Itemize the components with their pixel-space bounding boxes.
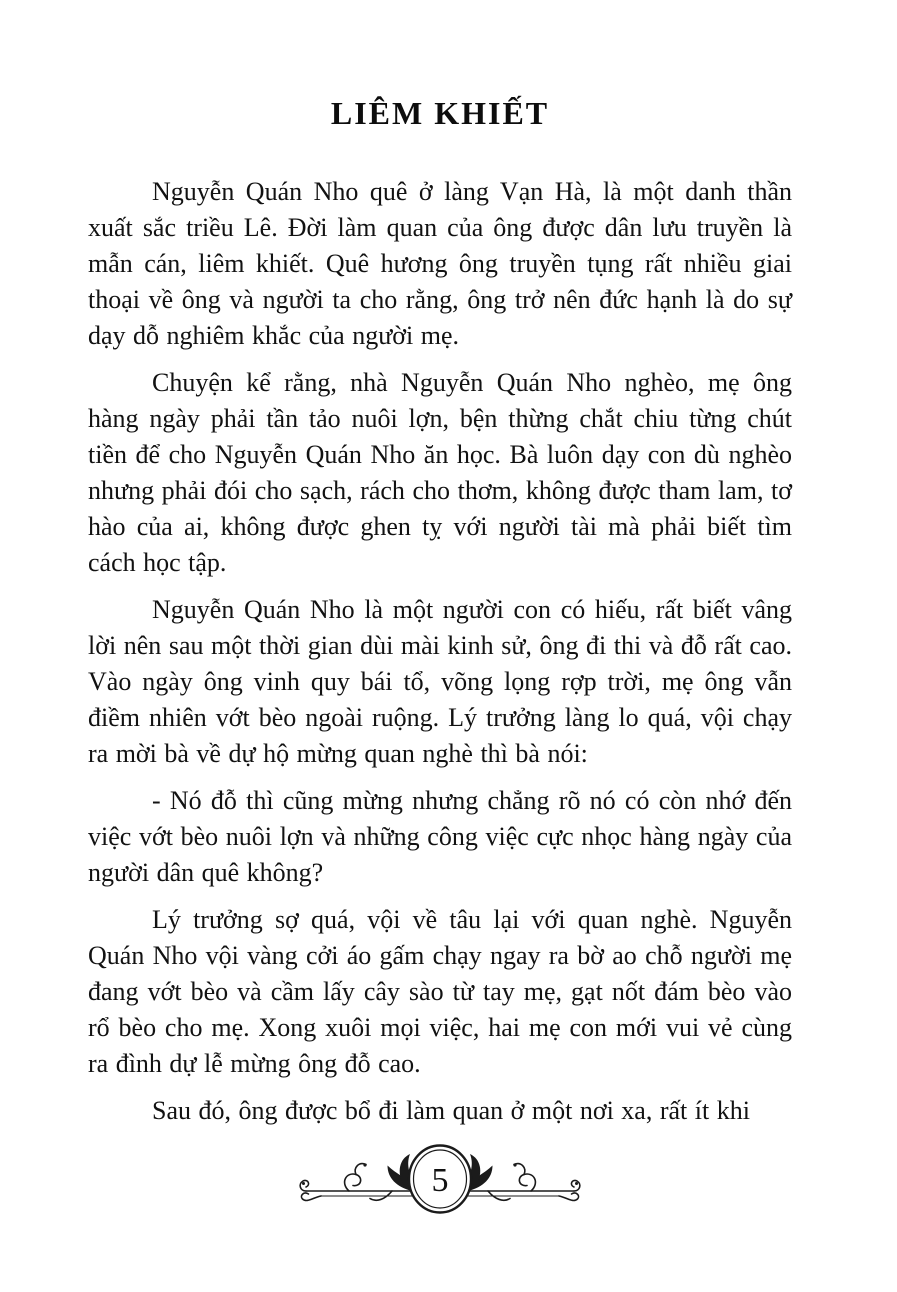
paragraph: Nguyễn Quán Nho là một người con có hiếu, rất biết vâng lời nên sau một thời gian dùi mài kinh sử, ông đi thi và đỗ rất cao. Vào ngày ông vinh quy bái tổ, võng lọng rợp trời, mẹ ông vẫn điềm nhiên vớt bèo ngoài ruộng. Lý trưởng làng lo quá, vội chạy ra mời bà về dự hộ mừng quan nghè thì bà nói: <box>88 595 792 768</box>
paragraph: Sau đó, ông được bổ đi làm quan ở một nơi xa, rất ít khi <box>152 1096 750 1125</box>
paragraph: - Nó đỗ thì cũng mừng nhưng chẳng rõ nó có còn nhớ đến việc vớt bèo nuôi lợn và những công việc cực nhọc hàng ngày của người dân quê không? <box>88 786 792 887</box>
page-title: LIÊM KHIẾT <box>330 95 550 131</box>
flourish-right <box>466 1154 580 1201</box>
paragraph: Lý trưởng sợ quá, vội về tâu lại với quan nghè. Nguyễn Quán Nho vội vàng cởi áo gấm chạy ngay ra bờ ao chỗ người mẹ đang vớt bèo và cầm lấy cây sào từ tay mẹ, gạt nốt đám bèo vào rổ bèo cho mẹ. Xong xuôi mọi việc, hai mẹ con mới vui vẻ cùng ra đình dự lễ mừng ông đỗ cao. <box>88 905 792 1078</box>
page-number-ornament <box>88 1140 792 1227</box>
flourish-divider-icon <box>297 1140 583 1222</box>
paragraph: Chuyện kể rằng, nhà Nguyễn Quán Nho nghèo, mẹ ông hàng ngày phải tần tảo nuôi lợn, bện thừng chắt chiu từng chút tiền để cho Nguyễn Quán Nho ăn học. Bà luôn dạy con dù nghèo nhưng phải đói cho sạch, rách cho thơm, không được tham lam, tơ hào của ai, không được ghen tỵ với người tài mà phải biết tìm cách học tập. <box>88 368 792 577</box>
paragraph: Nguyễn Quán Nho quê ở làng Vạn Hà, là một danh thần xuất sắc triều Lê. Đời làm quan của ông được dân lưu truyền là mẫn cán, liêm khiết. Quê hương ông truyền tụng rất nhiều giai thoại về ông và người ta cho rằng, ông trở nên đức hạnh là do sự dạy dỗ nghiêm khắc của người mẹ. <box>88 177 792 350</box>
flourish-left <box>300 1154 414 1201</box>
page-number: 5 <box>431 1162 449 1199</box>
